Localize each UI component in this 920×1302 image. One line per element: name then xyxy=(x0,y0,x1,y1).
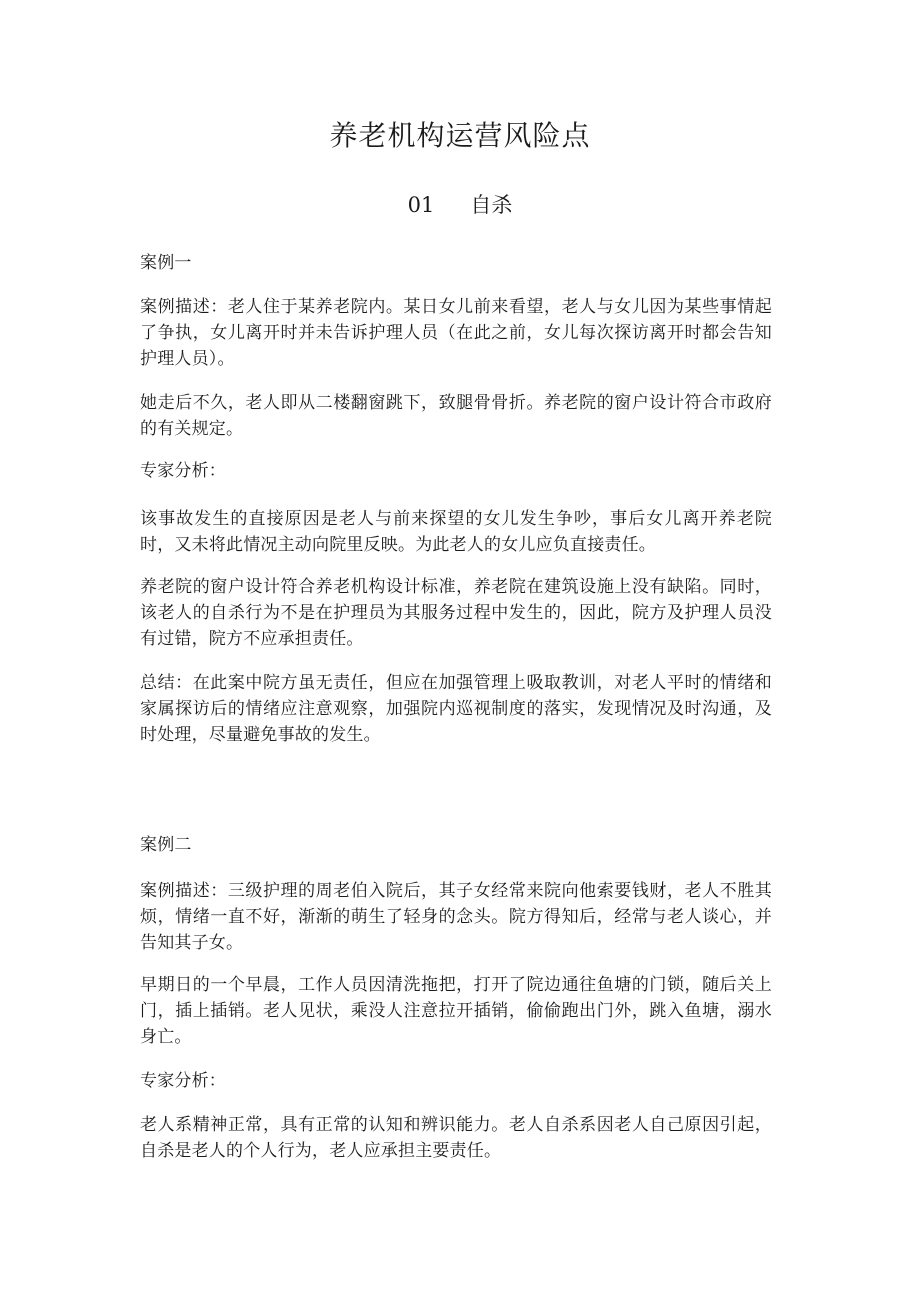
document-title: 养老机构运营风险点 xyxy=(329,119,591,152)
case1-analysis-paragraph-1: 该事故发生的直接原因是老人与前来探望的女儿发生争吵，事后女儿离开养老院时，又未将此情况主动向院里反映。为此老人的女儿应负直接责任。 xyxy=(140,509,772,555)
case2-analysis-heading: 专家分析： xyxy=(140,1071,226,1091)
case1-summary: 总结：在此案中院方虽无责任，但应在加强管理上吸取教训，对老人平时的情绪和家属探访后的情绪应注意观察，加强院内巡视制度的落实，发现情况及时沟通，及时处理，尽量避免事故的发生。 xyxy=(140,673,772,745)
case1-event: 她走后不久，老人即从二楼翻窗跳下，致腿骨骨折。养老院的窗户设计符合市政府的有关规定。 xyxy=(140,393,772,439)
case1-analysis-paragraph-2: 养老院的窗户设计符合养老机构设计标准，养老院在建筑设施上没有缺陷。同时，该老人的自杀行为不是在护理员为其服务过程中发生的，因此，院方及护理人员没有过错，院方不应承担责任。 xyxy=(140,577,772,649)
case2-analysis-paragraph-1: 老人系精神正常，具有正常的认知和辨识能力。老人自杀系因老人自己原因引起，自杀是老人的个人行为，老人应承担主要责任。 xyxy=(140,1115,772,1161)
section-name: 自杀 xyxy=(470,193,513,217)
case2-event: 早期日的一个早晨，工作人员因清洗拖把，打开了院边通往鱼塘的门锁，随后关上门，插上插销。老人见状，乘没人注意拉开插销，偷偷跑出门外，跳入鱼塘，溺水身亡。 xyxy=(140,975,772,1047)
section-heading xyxy=(0,188,920,222)
case1-description: 案例描述：老人住于某养老院内。某日女儿前来看望，老人与女儿因为某些事情起了争执，女儿离开时并未告诉护理人员（在此之前，女儿每次探访离开时都会告知护理人员）。 xyxy=(140,297,772,369)
case1-heading: 案例一 xyxy=(140,253,192,273)
section-number: 01 xyxy=(407,193,435,217)
case2-description: 案例描述：三级护理的周老伯入院后，其子女经常来院向他索要钱财，老人不胜其烦，情绪一直不好，渐渐的萌生了轻身的念头。院方得知后，经常与老人谈心，并告知其子女。 xyxy=(140,881,772,953)
case1-analysis-heading: 专家分析： xyxy=(140,461,226,481)
case2-heading: 案例二 xyxy=(140,835,192,855)
